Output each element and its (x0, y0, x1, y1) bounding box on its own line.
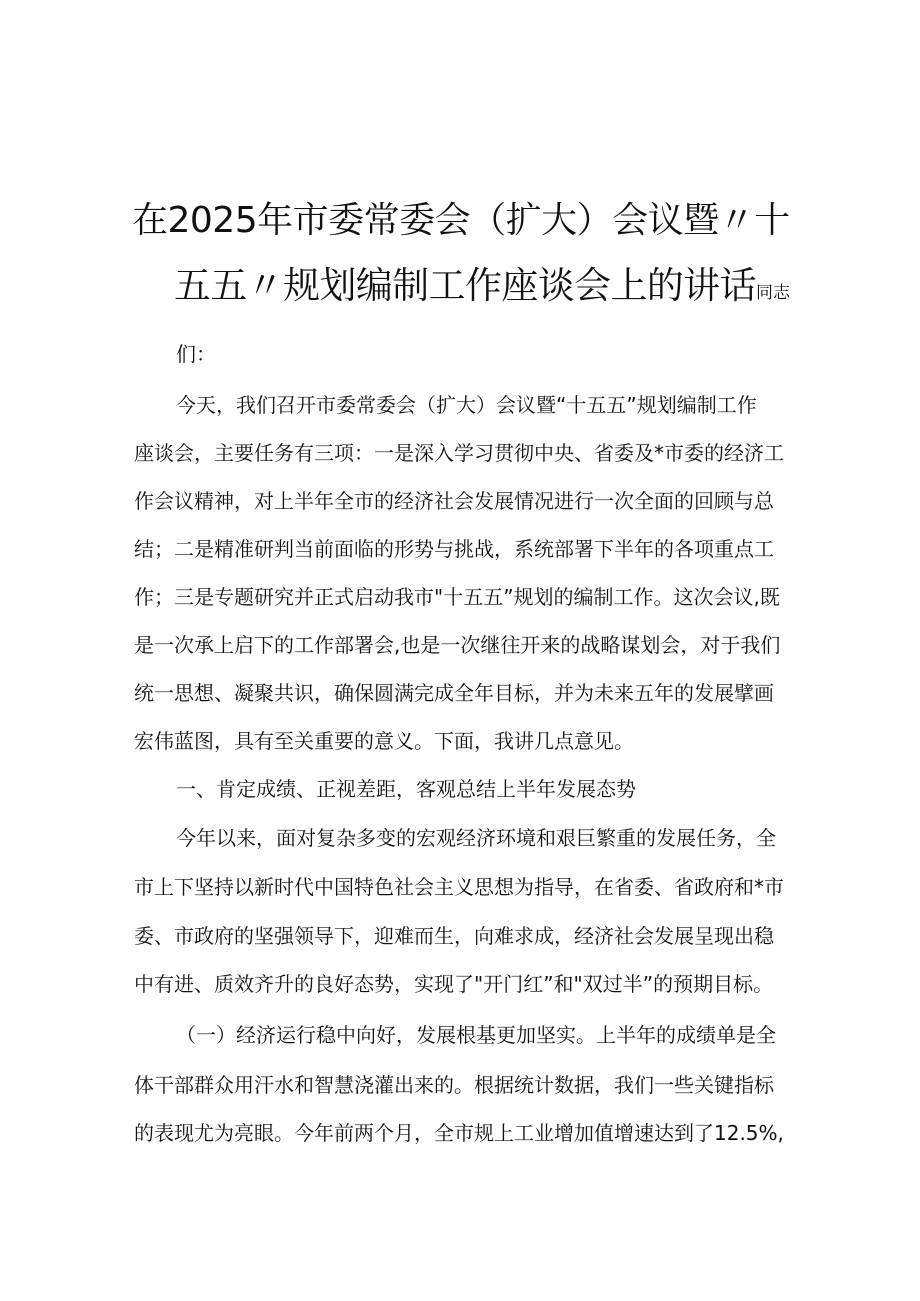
section-heading: 一、肯定成绩、正视差距，客观总结上半年发展态势 (176, 777, 636, 801)
title-line-2 (174, 261, 790, 318)
title-line-1: 在2025年市委常委会（扩大）会议暨〃十 (132, 200, 790, 241)
body-line: 今天，我们召开市委常委会（扩大）会议暨“十五五”规划编制工作 (176, 393, 757, 417)
body-line: 今年以来，面对复杂多变的宏观经济环境和艰巨繁重的发展任务，全 (176, 826, 776, 850)
subsection-line: （一）经济运行稳中向好，发展根基更加坚实。上半年的成绩单是全 (176, 1023, 776, 1047)
body-line: 是一次承上启下的工作部署会,也是一次继往开来的战略谋划会，对于我们 (134, 633, 781, 657)
body-line: 中有进、质效齐升的良好态势，实现了"开门红”和"双过半”的预期目标。 (134, 972, 774, 996)
body-line: 座谈会，主要任务有三项：一是深入学习贯彻中央、省委及*市委的经济工 (134, 441, 784, 465)
body-line: 作；三是专题研究并正式启动我市"十五五”规划的编制工作。这次会议,既 (134, 585, 780, 609)
body-line: 市上下坚持以新时代中国特色社会主义思想为指导，在省委、省政府和*市 (134, 875, 784, 899)
body-line: 作会议精神，对上半年全市的经济社会发展情况进行一次全面的回顾与总 (134, 489, 774, 513)
title-line-2-text: 五五〃规划编制工作座谈会上的讲话 (174, 264, 757, 307)
body-line: 结；二是精准研判当前面临的形势与挑战，系统部署下半年的各项重点工 (134, 537, 774, 561)
body-line: 宏伟蓝图，具有至关重要的意义。下面，我讲几点意见。 (134, 729, 634, 753)
body-line: 的表现尤为亮眼。今年前两个月，全市规上工业增加值增速达到了12.5%, (134, 1121, 784, 1145)
body-line: 委、市政府的坚强领导下，迎难而生，向难求成，经济社会发展呈现出稳 (134, 924, 774, 948)
title-tail-text: 同志 (756, 283, 791, 303)
body-line: 体干部群众用汗水和智慧浇灌出来的。根据统计数据，我们一些关键指标 (134, 1073, 774, 1097)
body-line: 统一思想、凝聚共识，确保圆满完成全年目标，并为未来五年的发展擘画 (134, 681, 774, 705)
body-line: 们： (176, 342, 216, 366)
